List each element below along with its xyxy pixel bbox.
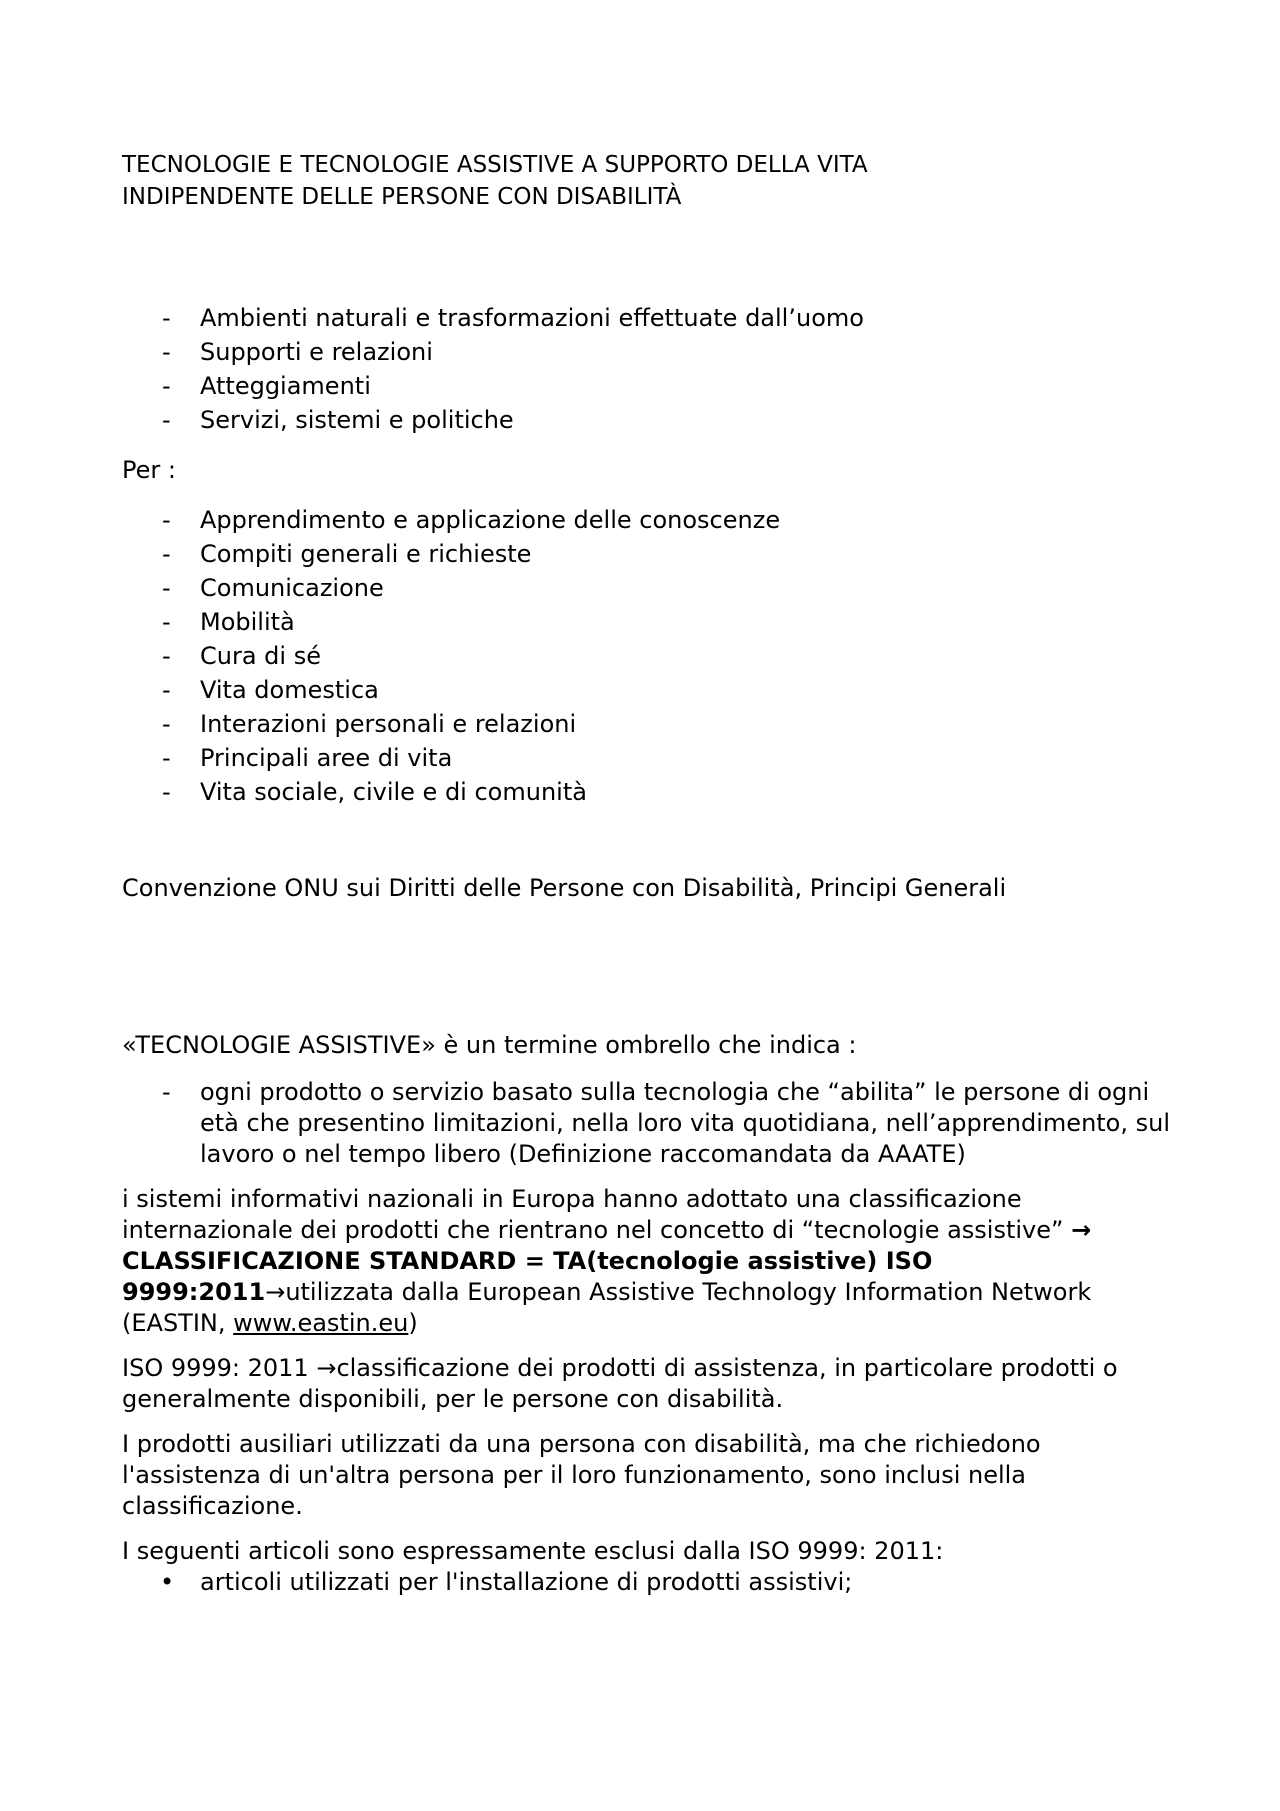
eastin-link[interactable]: www.eastin.eu [233,1309,409,1338]
environment-factors-list [122,301,1182,437]
activity-domains-list [122,503,1182,809]
document-title [122,150,1182,213]
ta-definition-list [122,1077,1182,1170]
list-item: - Mobilità [122,605,1182,639]
exclusions-list [122,1567,1182,1598]
paragraph-text: i sistemi informativi nazionali in Europa hanno adottato una classificazione internazionale dei prodotti che rientrano nel concetto di “tecnologie assistive” [122,1185,1072,1245]
list-item: - Vita sociale, civile e di comunità [122,775,1182,809]
assistive-products-paragraph: I prodotti ausiliari utilizzati da una persona con disabilità, ma che richiedono l'assistenza di un'altra persona per il loro funzionamento, sono inclusi nella classificazione. [122,1430,1041,1521]
list-item: - Atteggiamenti [122,369,1182,403]
paragraph-text: →utilizzata dalla European Assistive Technology Information Network (EASTIN, [122,1278,1092,1338]
title-line-2: INDIPENDENTE DELLE PERSONE CON DISABILITÀ [122,183,682,210]
list-item: - Comunicazione [122,571,1182,605]
list-item: - Compiti generali e richieste [122,537,1182,571]
convention-heading: Convenzione ONU sui Diritti delle Persone con Disabilità, Principi Generali [122,873,1007,902]
paragraph-text: ) [408,1309,418,1338]
list-item: - Ambienti naturali e trasformazioni effettuate dall’uomo [122,301,1182,335]
ta-intro: «TECNOLOGIE ASSISTIVE» è un termine ombrello che indica : [122,1030,857,1059]
list-item: - ogni prodotto o servizio basato sulla tecnologia che “abilita” le persone di ogni età che presentino limitazioni, nella loro vita quotidiana, nell’apprendimento, sul lavoro o nel tempo libero (Definizione raccomandata da AAATE) [122,1077,1182,1170]
list-item: - Principali aree di vita [122,741,1182,775]
list-item: - Supporti e relazioni [122,335,1182,369]
list-item: - Apprendimento e applicazione delle conoscenze [122,503,1182,537]
list-item: - Interazioni personali e relazioni [122,707,1182,741]
list-item: - Cura di sé [122,639,1182,673]
classification-paragraph [122,1184,1182,1339]
document-page [122,150,1182,1598]
per-label: Per : [122,456,176,485]
list-item: • articoli utilizzati per l'installazione di prodotti assistivi; [122,1567,1182,1598]
list-item: - Vita domestica [122,673,1182,707]
exclusions-paragraph: I seguenti articoli sono espressamente esclusi dalla ISO 9999: 2011: [122,1537,944,1566]
list-item: - Servizi, sistemi e politiche [122,403,1182,437]
iso-paragraph: ISO 9999: 2011 →classificazione dei prodotti di assistenza, in particolare prodotti o generalmente disponibili, per le persone con disabilità. [122,1354,1118,1414]
classification-standard-bold: → CLASSIFICAZIONE STANDARD = TA(tecnologie assistive) ISO 9999:2011 [122,1216,1092,1307]
title-line-1: TECNOLOGIE E TECNOLOGIE ASSISTIVE A SUPPORTO DELLA VITA [122,152,868,178]
